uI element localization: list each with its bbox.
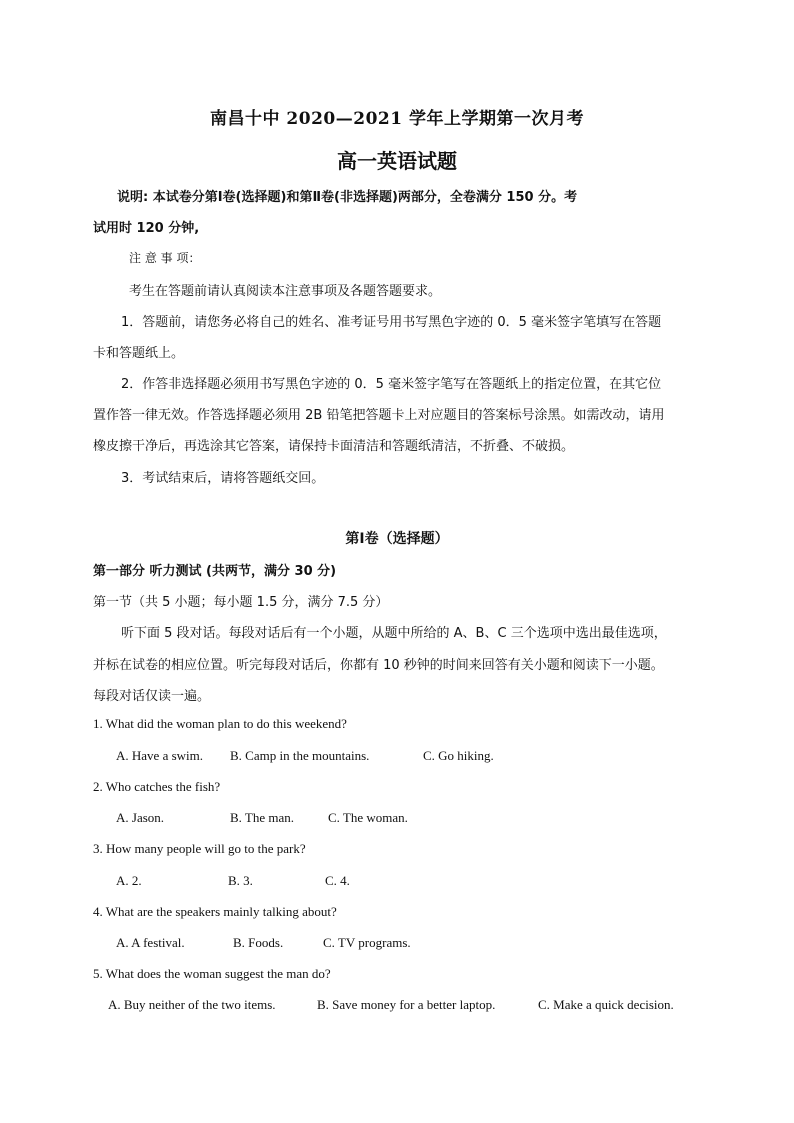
section-title: 第Ⅰ卷（选择题） xyxy=(345,531,449,547)
question-5-option-b: B. Save money for a better laptop. xyxy=(317,997,496,1012)
directions-line-2: 并标在试卷的相应位置。听完每段对话后，你都有 10 秒钟的时间来回答有关小题和阅读下一小题。 xyxy=(93,658,664,673)
rule-3-line-1: 3．考试结束后，请将答题纸交回。 xyxy=(121,471,325,486)
rule-2-line-2: 置作答一律无效。作答选择题必须用 2B 铅笔把答题卡上对应题目的答案标号涂黑。如需改动，请用 xyxy=(93,408,665,423)
question-2-option-b: B. The man. xyxy=(230,810,295,825)
rule-1-line-1: 1．答题前，请您务必将自己的姓名、准考证号用书写黑色字迹的 0．5 毫米签字笔填写在答题 xyxy=(121,315,662,330)
question-5-option-a: A. Buy neither of the two items. xyxy=(108,997,276,1012)
notice-label: 注 意 事 项： xyxy=(129,251,201,265)
question-4-option-b: B. Foods. xyxy=(233,935,284,950)
notice-text: 考生在答题前请认真阅读本注意事项及各题答题要求。 xyxy=(129,284,442,299)
intro-line-2: 试用时 120 分钟, xyxy=(93,221,200,236)
intro-line-1: 说明: 本试卷分第Ⅰ卷(选择题)和第Ⅱ卷(非选择题)两部分，全卷满分 150 分。考 xyxy=(117,190,578,205)
question-4-option-a: A. A festival. xyxy=(116,935,185,950)
question-4-options xyxy=(0,935,794,953)
question-2-option-a: A. Jason. xyxy=(116,810,165,825)
question-1-options xyxy=(0,748,794,766)
question-4-option-c: C. TV programs. xyxy=(323,935,411,950)
question-5-options xyxy=(0,997,794,1015)
part1-title: 第一部分 听力测试 (共两节，满分 30 分) xyxy=(93,564,337,579)
question-3-option-a: A. 2. xyxy=(116,873,142,888)
question-1-option-a: A. Have a swim. xyxy=(116,748,204,763)
question-4: 4. What are the speakers mainly talking about? xyxy=(93,904,337,919)
question-3-options xyxy=(0,873,794,891)
question-2: 2. Who catches the fish? xyxy=(93,779,221,794)
rule-2-line-1: 2．作答非选择题必须用书写黑色字迹的 0．5 毫米签字笔写在答题纸上的指定位置，在其它位 xyxy=(121,377,662,392)
exam-title: 南昌十中 2020—2021 学年上学期第一次月考 xyxy=(210,109,584,129)
question-2-options xyxy=(0,810,794,828)
rule-2-line-3: 橡皮擦干净后，再选涂其它答案，请保持卡面清洁和答题纸清洁，不折叠、不破损。 xyxy=(93,439,575,454)
question-2-option-c: C. The woman. xyxy=(328,810,408,825)
question-5: 5. What does the woman suggest the man do? xyxy=(93,966,331,981)
question-3-option-b: B. 3. xyxy=(228,873,253,888)
exam-subtitle: 高一英语试题 xyxy=(337,149,457,173)
question-1-option-c: C. Go hiking. xyxy=(423,748,494,763)
directions-line-1: 听下面 5 段对话。每段对话后有一个小题，从题中所给的 A、B、C 三个选项中选出最佳选项， xyxy=(121,626,667,641)
subsection-1-title: 第一节（共 5 小题；每小题 1.5 分，满分 7.5 分） xyxy=(93,595,389,610)
rule-1-line-2: 卡和答题纸上。 xyxy=(93,346,185,361)
directions-line-3: 每段对话仅读一遍。 xyxy=(93,689,211,704)
question-1-option-b: B. Camp in the mountains. xyxy=(230,748,370,763)
question-1: 1. What did the woman plan to do this weekend? xyxy=(93,716,347,731)
question-3: 3. How many people will go to the park? xyxy=(93,841,306,856)
question-5-option-c: C. Make a quick decision. xyxy=(538,997,674,1012)
question-3-option-c: C. 4. xyxy=(325,873,350,888)
